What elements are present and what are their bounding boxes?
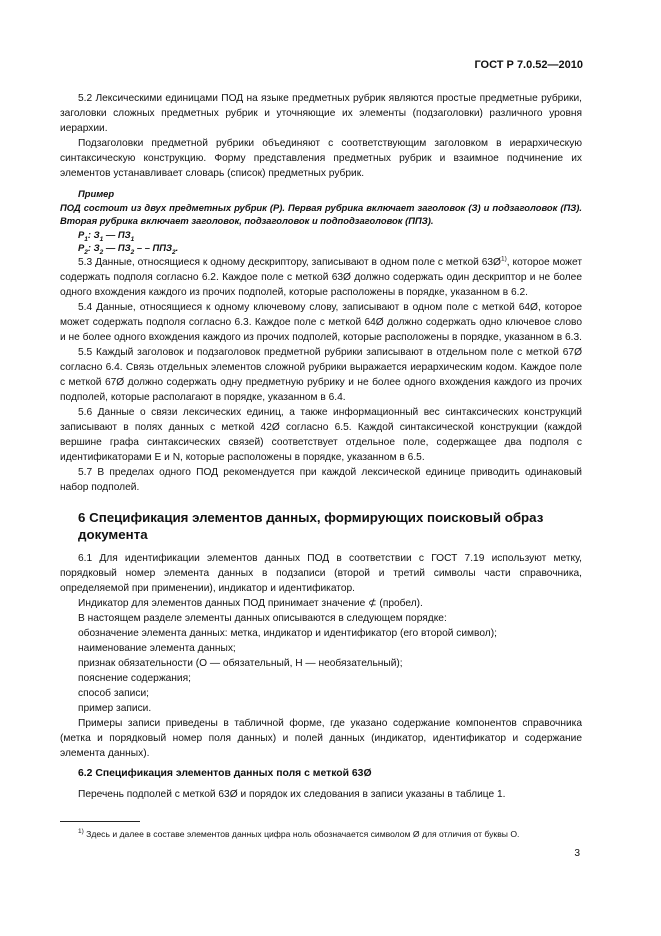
- example-formula-1: $Р_1$: $З_1$ — $ПЗ_1$: [78, 228, 135, 243]
- paragraph-5-7: 5.7 В пределах одного ПОД рекомендуется при каждой лексической единице приводить одинаковый набор подполей.: [60, 466, 582, 493]
- footnote-separator: [60, 821, 140, 822]
- list-item: пример записи.: [78, 702, 152, 714]
- paragraph-subheadings: Подзаголовки предметной рубрики объединяют с соответствующим заголовком в иерархическую синтаксическую конструкцию. Форму представления предметных рубрик и взаимное подчинение их элементов устанавливает словарь (список) предметных рубрик.: [60, 138, 582, 179]
- paragraph-5-5: 5.5 Каждый заголовок и подзаголовок предметной рубрики записывают в отдельном поле с меткой 67Ø согласно 6.4. Связь отдельных элементов сложной рубрики выражается иерархическим кодом. Каждое поле с меткой 67Ø должно содержать одну предметную рубрику и не более одного вхождения каждого из прочих подполей, которые располагают в порядке, указанном в 6.4.: [60, 346, 582, 403]
- section-6-heading: 6 Спецификация элементов данных, формирующих поисковый образ документа: [78, 509, 544, 542]
- list-item: обозначение элемента данных: метка, индикатор и идентификатор (его второй символ);: [78, 627, 497, 639]
- paragraph-indicator: Индикатор для элементов данных ПОД принимает значение ⊄ (пробел).: [78, 597, 423, 609]
- main-content: [60, 91, 582, 802]
- paragraph-order-intro: В настоящем разделе элементы данных описываются в следующем порядке:: [78, 612, 447, 624]
- paragraph-6-1: 6.1 Для идентификации элементов данных ПОД в соответствии с ГОСТ 7.19 используют метку, порядковый номер элемента данных в подзаписи (второй и третий символы части справочника, определяемой при применении), индикатор и идентификатор.: [60, 552, 582, 594]
- list-item: способ записи;: [78, 687, 149, 699]
- paragraph-5-6: 5.6 Данные о связи лексических единиц, а также информационный вес синтаксических конструкций записывают в полях данных с меткой 42Ø согласно 6.5. Каждой синтаксической конструкции (каждой вершине графа синтаксических связей) соответствует отдельное поле, содержащее два подполя с идентификаторами E и N, которые расположены в порядке, указанном в 6.5.: [60, 406, 582, 463]
- paragraph-5-4: 5.4 Данные, относящиеся к одному ключевому слову, записывают в одном поле с меткой 64Ø, которое может содержать подполя согласно 6.3. Каждое поле с меткой 64Ø должно содержать одно ключевое слово и не более одного вхождения каждого из прочих подполей, которые расположены в порядке, указанном в 6.3.: [60, 301, 582, 343]
- footnote: $^{1)}$ Здесь и далее в составе элементов данных цифра ноль обозначается символом Ø для отличия от буквы О.: [78, 828, 520, 839]
- example-text: ПОД состоит из двух предметных рубрик (Р). Первая рубрика включает заголовок (З) и подзаголовок (ПЗ). Вторая рубрика включает заголовок, подзаголовок и подподзаголовок (ППЗ).: [60, 201, 582, 226]
- example-title: Пример: [78, 188, 115, 199]
- paragraph-6-2: Перечень подполей с меткой 63Ø и порядок их следования в записи указаны в таблице 1.: [78, 788, 506, 800]
- list-item: наименование элемента данных;: [78, 642, 236, 654]
- list-item: пояснение содержания;: [78, 672, 191, 684]
- footnote-reference: 1): [500, 255, 507, 263]
- example-block: [60, 187, 582, 255]
- paragraph-5-2: 5.2 Лексическими единицами ПОД на языке предметных рубрик являются простые предметные рубрики, заголовки сложных предметных рубрик и уточняющие их элементы (подзаголовки) различного уровня иерархии.: [60, 93, 582, 134]
- paragraph-examples: Примеры записи приведены в табличной форме, где указано содержание компонентов справочника (метка и порядковый номер поля данных) и полей данных (индикатор, идентификатор и содержание элемента данных).: [60, 717, 582, 759]
- example-formula-2: $Р_2$: $З_2$ — $ПЗ_2$ – – $ППЗ_2$.: [78, 242, 179, 256]
- list-item: признак обязательности (О — обязательный, Н — необязательный);: [78, 657, 403, 669]
- paragraph-5-3: 5.3 Данные, относящиеся к одному дескриптору, записывают в одном поле с меткой $63Ø^{1)}$, которое может содержать подполя согласно 6.2. Каждое поле с меткой 63Ø должно содержать один дескриптор и не более одного вхождения каждого из прочих подполей, которые расположены в порядке, указанном в 6.2.: [60, 255, 582, 298]
- document-code-header: ГОСТ Р 7.0.52—2010: [474, 59, 583, 71]
- page-number: 3: [574, 848, 580, 859]
- section-6-2-heading: 6.2 Спецификация элементов данных поля с меткой 63Ø: [78, 767, 372, 779]
